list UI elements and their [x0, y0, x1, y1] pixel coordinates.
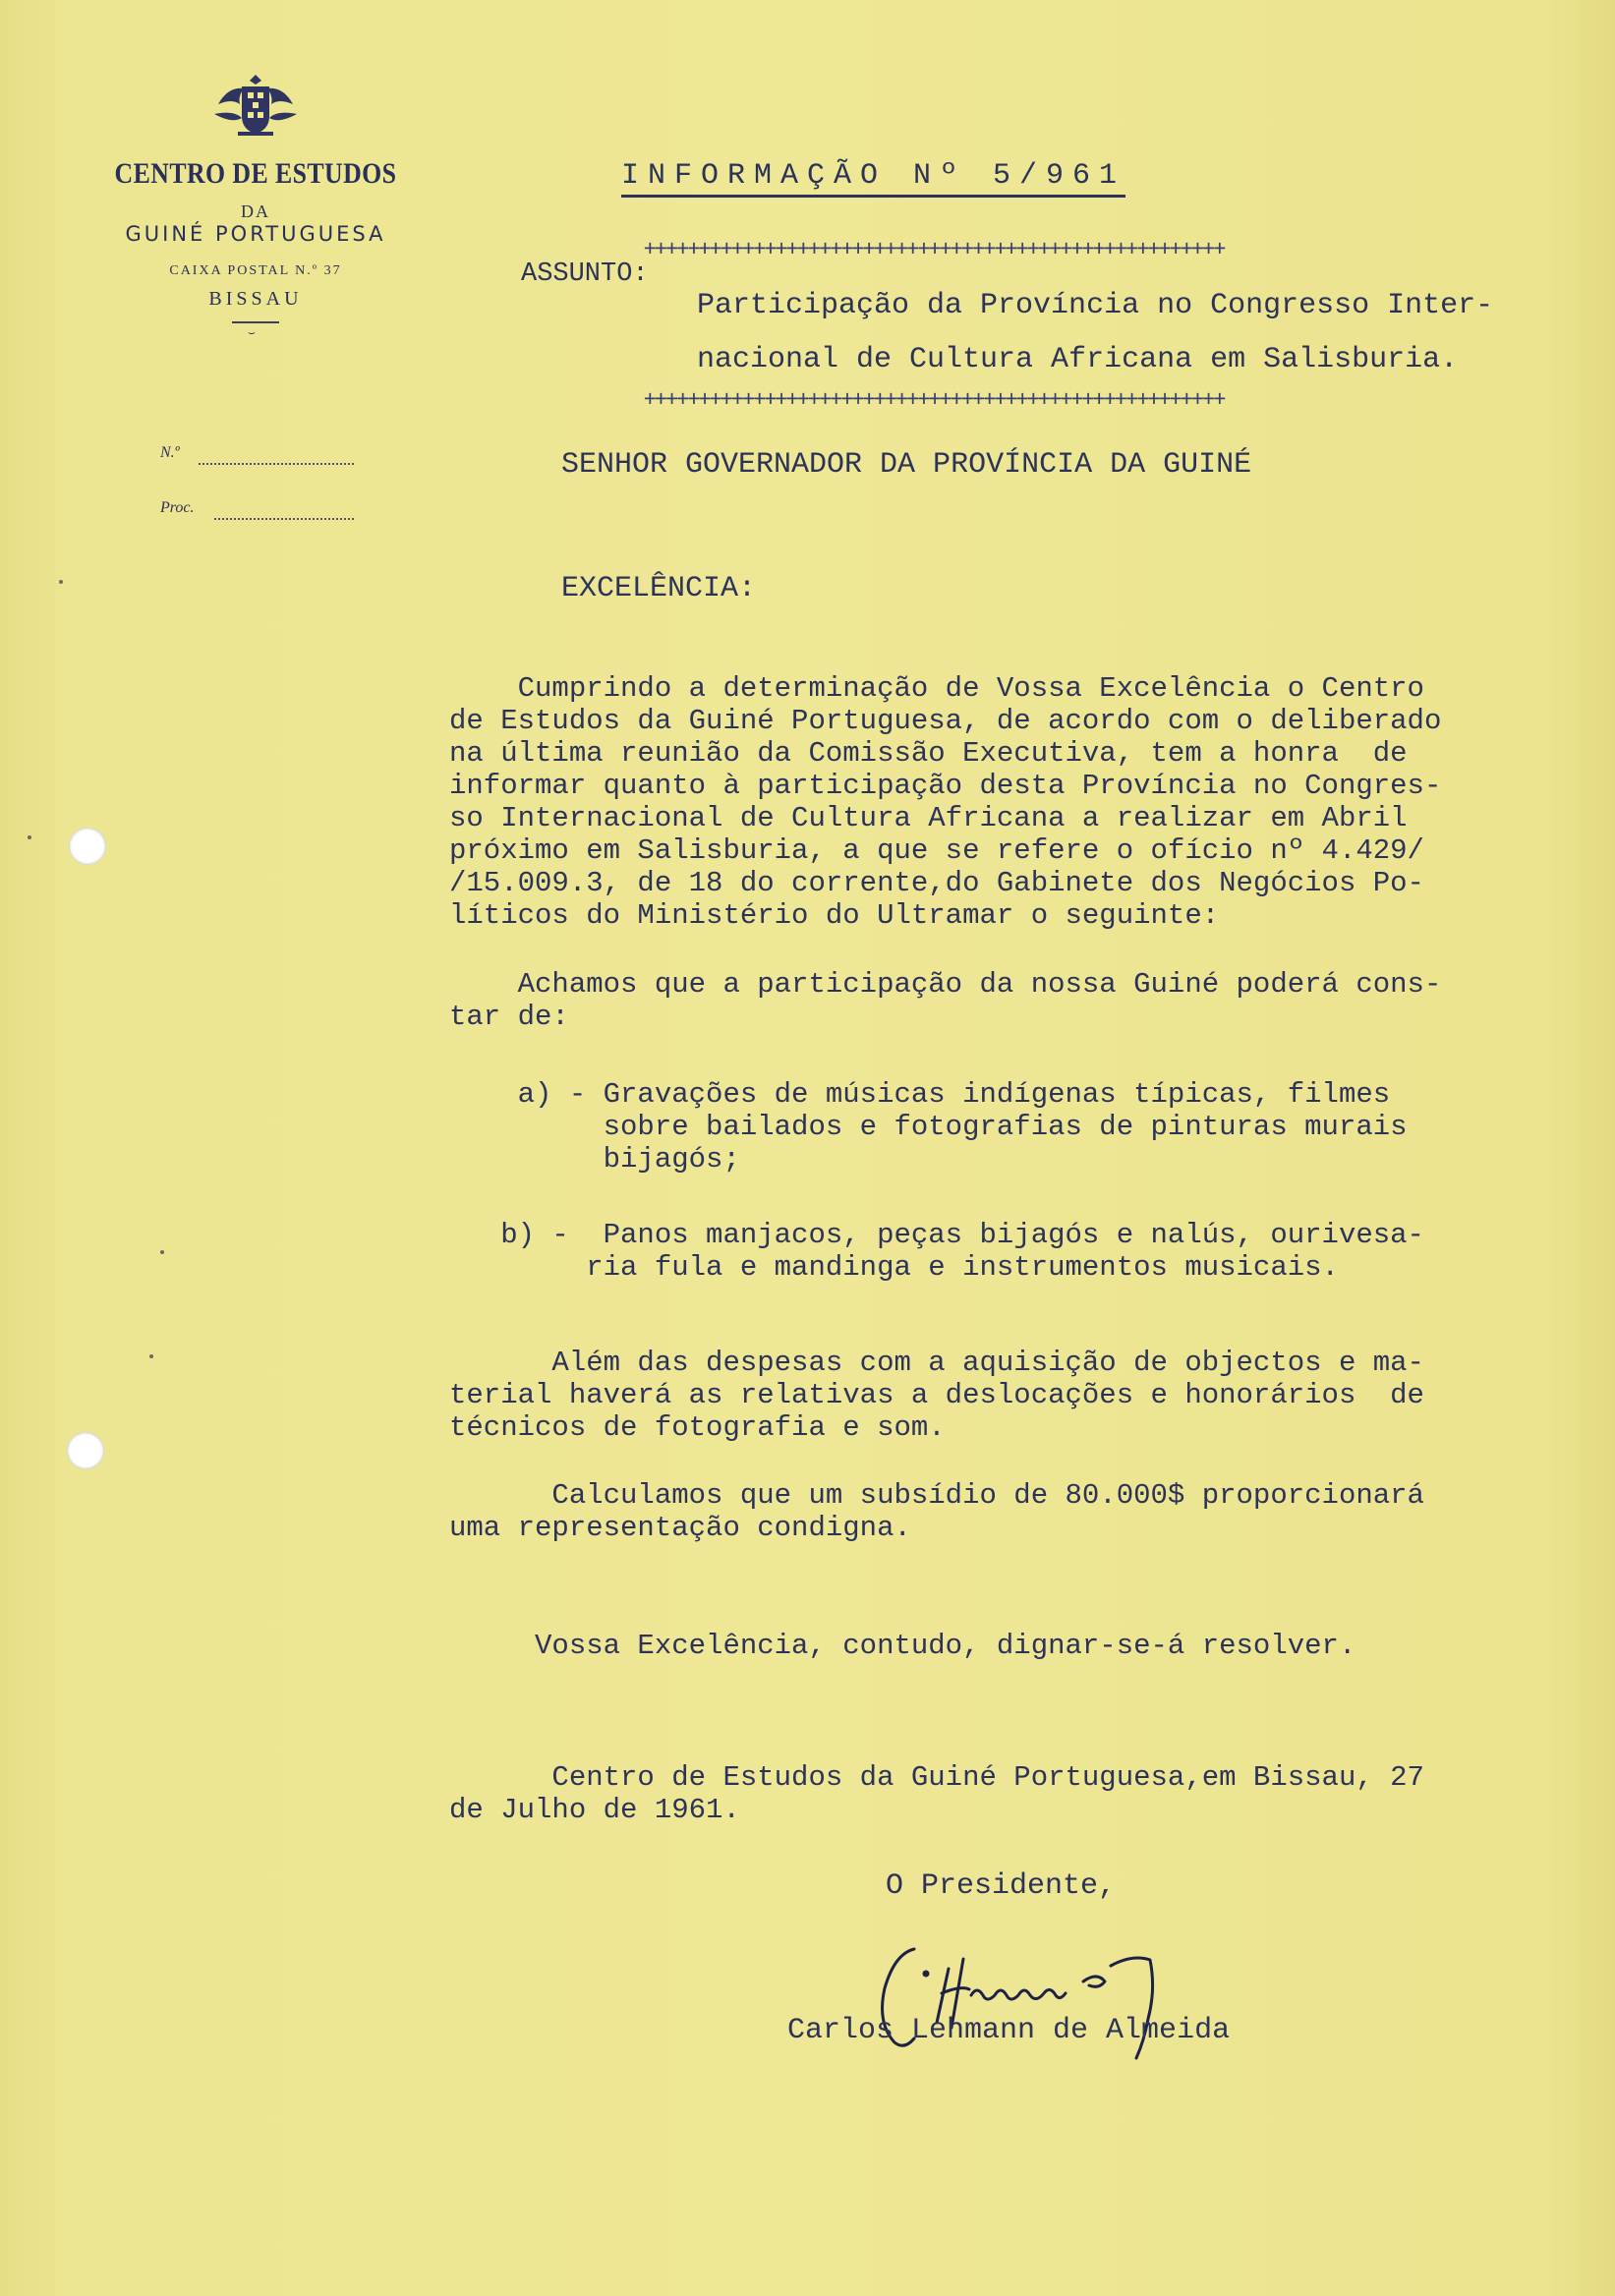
body-line: Além das despesas com a aquisição de objectos e ma- [449, 1347, 1424, 1379]
body-line: na última reunião da Comissão Executiva, tem a honra de [449, 737, 1408, 770]
letterhead-ornament: ⌣ [248, 325, 256, 339]
body-line: informar quanto à participação desta Província no Congres- [449, 770, 1442, 802]
body-line: sobre bailados e fotografias de pinturas murais [449, 1111, 1408, 1143]
number-field-line [199, 463, 354, 465]
body-line: so Internacional de Cultura Africana a realizar em Abril [449, 802, 1408, 834]
list-item-a [449, 1078, 1408, 1176]
place-and-date [449, 1761, 1424, 1826]
body-line: uma representação condigna. [449, 1512, 911, 1544]
letterhead-region: GUINÉ PORTUGUESA [125, 222, 386, 246]
letterhead-city: BISSAU [208, 288, 303, 310]
body-line: próximo em Salisburia, a que se refere o ofício nº 4.429/ [449, 834, 1424, 867]
body-line: bijagós; [449, 1143, 740, 1176]
number-field-label: N.º [160, 444, 180, 461]
signatory-name: Carlos Lehmann de Almeida [787, 2014, 1231, 2047]
body-line: de Julho de 1961. [449, 1794, 740, 1826]
subject-label: ASSUNTO: [521, 259, 649, 289]
letterhead-institution: CENTRO DE ESTUDOS [114, 157, 397, 190]
list-item-b [449, 1219, 1424, 1284]
body-line: terial haverá as relativas a deslocações e honorários de [449, 1379, 1424, 1411]
paragraph-expenses [449, 1347, 1424, 1444]
cross-row-bottom: +++++++++++++++++++++++++++++++++++++++++++++++++++++ [644, 386, 1225, 410]
body-line: Cumprindo a determinação de Vossa Excelência o Centro [449, 672, 1424, 705]
closing-line: Vossa Excelência, contudo, dignar-se-á resolver. [449, 1630, 1356, 1662]
paragraph-determination [449, 672, 1441, 932]
punch-hole-upper [69, 828, 106, 865]
proc-field-label: Proc. [160, 499, 195, 516]
body-line: ria fula e mandinga e instrumentos musicais. [449, 1251, 1339, 1284]
paragraph-subsidy [449, 1479, 1424, 1544]
paper-speck [59, 580, 63, 584]
paper-speck [28, 835, 31, 839]
document-heading: INFORMAÇÃO Nº 5/961 [621, 160, 1125, 198]
proc-field-line [214, 518, 354, 520]
letterhead-da: DA [241, 201, 270, 221]
punch-hole-lower [67, 1432, 104, 1469]
body-line: Centro de Estudos da Guiné Portuguesa,em Bissau, 27 [449, 1761, 1424, 1794]
letterhead-divider [232, 321, 279, 323]
addressee: SENHOR GOVERNADOR DA PROVÍNCIA DA GUINÉ [561, 448, 1252, 482]
body-line: /15.009.3, de 18 do corrente,do Gabinete dos Negócios Po- [449, 867, 1424, 899]
paper-speck [149, 1354, 153, 1358]
body-line: Calculamos que um subsídio de 80.000$ proporcionará [449, 1479, 1424, 1512]
body-line: Achamos que a participação da nossa Guiné poderá cons- [449, 968, 1442, 1001]
subject-line-2: nacional de Cultura Africana em Salisburia. [697, 343, 1459, 376]
body-line: a) - Gravações de músicas indígenas típicas, filmes [449, 1078, 1391, 1111]
subject-line-1: Participação da Província no Congresso Inter- [697, 289, 1494, 322]
paper-speck [160, 1250, 164, 1254]
body-line: líticos do Ministério do Ultramar o seguinte: [449, 899, 1220, 932]
signatory-title: O Presidente, [886, 1869, 1117, 1903]
body-line: técnicos de fotografia e som. [449, 1411, 946, 1444]
body-line: tar de: [449, 1001, 569, 1033]
coat-of-arms-seal [208, 71, 303, 142]
body-line: b) - Panos manjacos, peças bijagós e nalús, ourivesa- [449, 1219, 1424, 1251]
paragraph-participation [449, 968, 1441, 1033]
body-line: de Estudos da Guiné Portuguesa, de acordo com o deliberado [449, 705, 1442, 737]
letterhead-postal-box: CAIXA POSTAL N.º 37 [169, 263, 342, 278]
cross-row-top: +++++++++++++++++++++++++++++++++++++++++++++++++++++ [644, 236, 1225, 259]
salutation: EXCELÊNCIA: [561, 572, 757, 605]
